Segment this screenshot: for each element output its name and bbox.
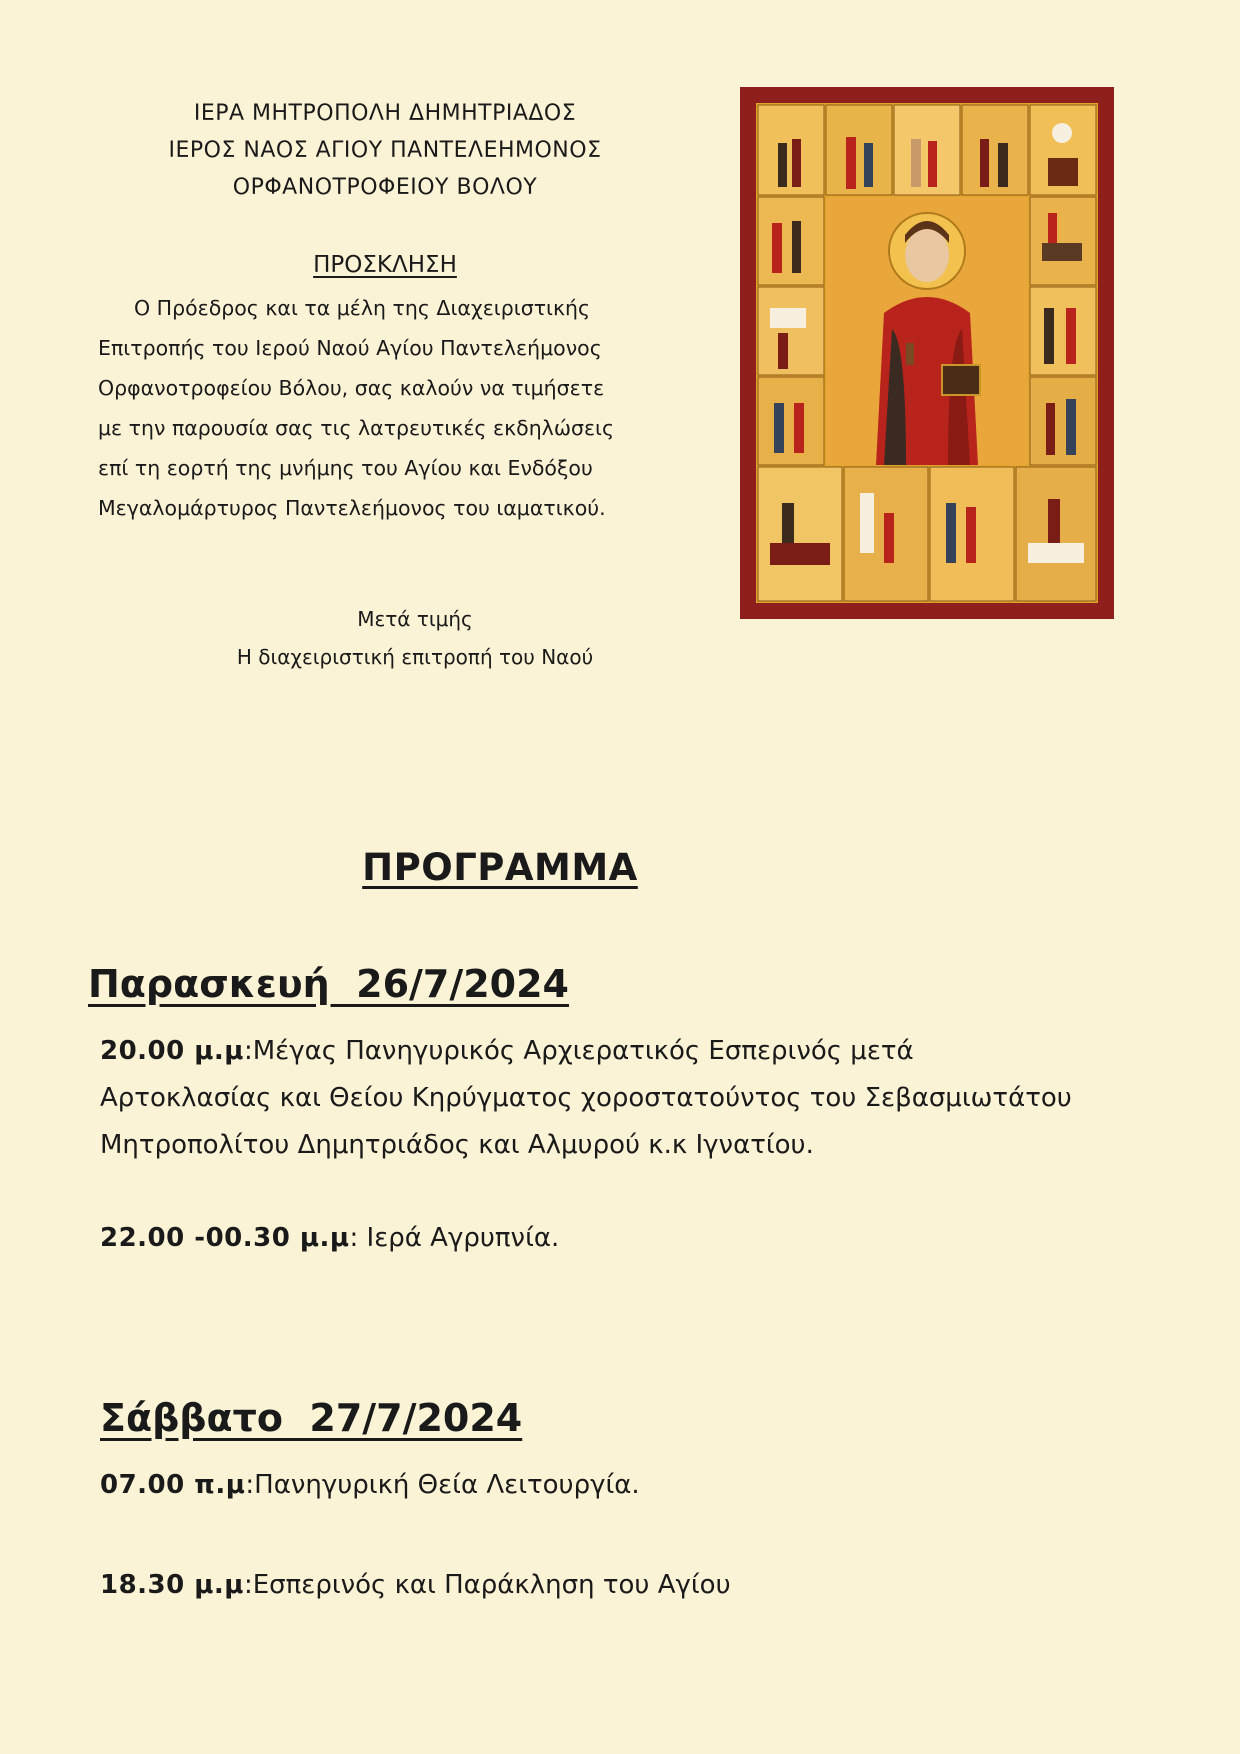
signature-text: Η διαχειριστική επιτροπή του Ναού (236, 645, 594, 669)
event-saturday-vespers (100, 1562, 1160, 1609)
icon-scene-strip-right (1030, 197, 1096, 465)
invitation-line: επί τη εορτή της μνήμης του Αγίου και Ενδόξου (98, 456, 593, 480)
icon-scene-strip-left (758, 197, 824, 465)
event-description: Αρτοκλασίας και Θείου Κηρύγματος χοροστατούντος του Σεβασμιωτάτου (100, 1083, 1072, 1113)
event-time-colon: : (245, 1470, 255, 1500)
event-description: Πανηγυρική Θεία Λειτουργία. (254, 1470, 640, 1500)
icon-illustration (756, 103, 1098, 603)
invitation-line: Μεγαλομάρτυρος Παντελεήμονος του ιαματικού. (98, 496, 606, 520)
invitation-text (98, 288, 718, 528)
header-line-metropolis: ΙΕΡΑ ΜΗΤΡΟΠΟΛΗ ΔΗΜΗΤΡΙΑΔΟΣ (193, 101, 577, 126)
icon-painting (756, 103, 1098, 603)
header-line-orphanage: ΟΡΦΑΝΟΤΡΟΦΕΙΟΥ ΒΟΛΟΥ (232, 175, 538, 200)
invitation-title: ΠΡΟΣΚΛΗΣΗ (313, 252, 457, 278)
event-time: 20.00 μ.μ (100, 1036, 244, 1066)
event-time: 18.30 μ.μ (100, 1570, 244, 1600)
icon-scene-strip-top (758, 105, 1096, 195)
event-time-colon: : (349, 1223, 359, 1253)
program-title: ΠΡΟΓΡΑΜΜΑ (362, 846, 638, 889)
event-friday-vespers (100, 1028, 1160, 1169)
invitation-line: Επιτροπής του Ιερού Ναού Αγίου Παντελεήμονος (98, 336, 602, 360)
day-heading-friday: Παρασκευή 26/7/2024 (88, 962, 569, 1006)
invitation-line: Ορφανοτροφείου Βόλου, σας καλούν να τιμήσετε (98, 376, 605, 400)
event-friday-vigil (100, 1215, 1160, 1262)
saint-panteleimon-icon (740, 87, 1114, 619)
event-saturday-liturgy (100, 1462, 1160, 1509)
invitation-line: με την παρουσία σας τις λατρευτικές εκδηλώσεις (98, 416, 615, 440)
event-time-colon: : (243, 1036, 253, 1066)
event-time-colon: : (243, 1570, 253, 1600)
event-description: Εσπερινός και Παράκληση του Αγίου (252, 1570, 731, 1600)
invitation-line: Ο Πρόεδρος και τα μέλη της Διαχειριστικής (134, 296, 591, 320)
event-description: Ιερά Αγρυπνία. (358, 1223, 560, 1253)
icon-scene-strip-bottom (758, 467, 1096, 601)
icon-central-figure (826, 197, 1028, 465)
event-time: 22.00 -00.30 μ.μ (100, 1223, 350, 1253)
signoff (150, 600, 680, 676)
closing-text: Μετά τιμής (357, 607, 473, 631)
day-heading-saturday: Σάββατο 27/7/2024 (100, 1396, 523, 1440)
header-line-church: ΙΕΡΟΣ ΝΑΟΣ ΑΓΙΟΥ ΠΑΝΤΕΛΕΗΜΟΝΟΣ (168, 138, 602, 163)
event-time: 07.00 π.μ (100, 1470, 246, 1500)
event-description: Μέγας Πανηγυρικός Αρχιερατικός Εσπερινός μετά (252, 1036, 914, 1066)
church-header (60, 95, 710, 206)
event-description: Μητροπολίτου Δημητριάδος και Αλμυρού κ.κ Ιγνατίου. (100, 1130, 814, 1160)
